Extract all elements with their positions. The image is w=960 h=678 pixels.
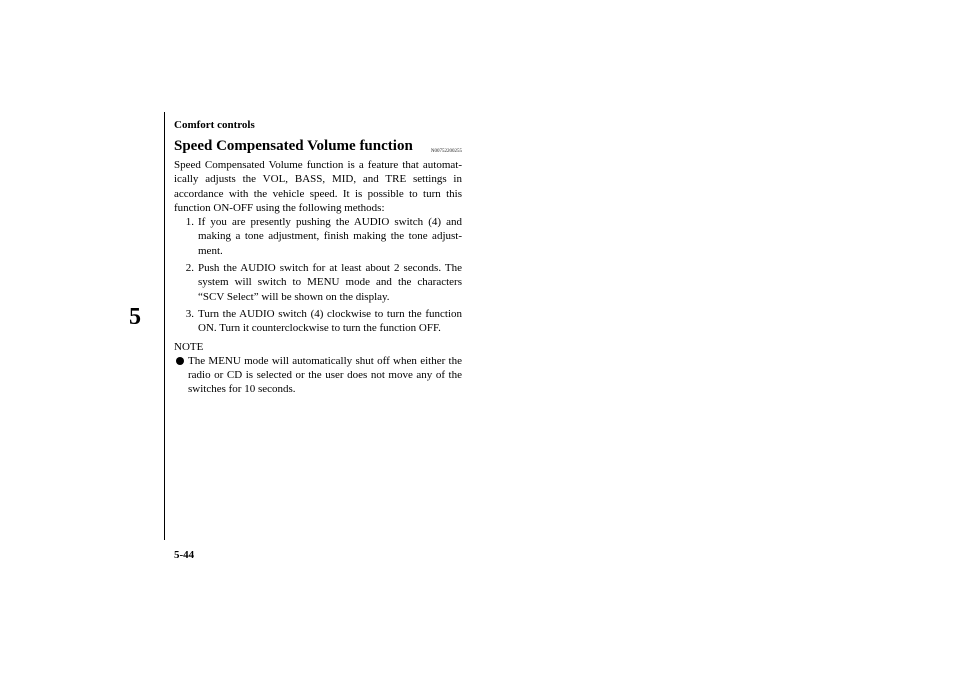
note-item	[174, 354, 462, 397]
step-number: 3.	[185, 307, 194, 320]
heading-row	[174, 137, 462, 155]
step-text: If you are presently pushing the AUDIO switch (4) and making a tone adjustment, finish making the tone adjust-ment.	[198, 216, 462, 257]
step-text: Turn the AUDIO switch (4) clockwise to turn the function ON. Turn it counterclockwise to turn the function OFF.	[198, 307, 462, 335]
reference-code: N00752200255	[430, 149, 462, 154]
note-text: The MENU mode will automatically shut off when either the radio or CD is selected or the user does not move any of the switches for 10 seconds.	[188, 354, 462, 396]
page-number: 5-44	[174, 549, 195, 561]
page-content	[174, 137, 462, 397]
note-label: NOTE	[174, 340, 204, 353]
chapter-tab-number: 5	[129, 304, 141, 330]
step-list	[174, 215, 462, 335]
step-item	[174, 215, 462, 258]
step-item	[174, 261, 462, 304]
step-item	[174, 307, 462, 336]
section-header: Comfort controls	[174, 119, 255, 131]
step-number: 1.	[185, 216, 194, 229]
page-heading: Speed Compensated Volume function	[174, 138, 413, 154]
step-number: 2.	[185, 262, 194, 275]
intro-paragraph: Speed Compensated Volume function is a feature that automat-ically adjusts the VOL, BASS, MID, and TRE settings in accordance with the vehicle speed. It is possible to turn this function ON-OFF using the following methods:	[174, 159, 462, 214]
step-text: Push the AUDIO switch for at least about 2 seconds. The system will switch to MENU mode and the characters “SCV Select” will be shown on the display.	[198, 262, 462, 303]
bullet-icon	[174, 354, 188, 397]
